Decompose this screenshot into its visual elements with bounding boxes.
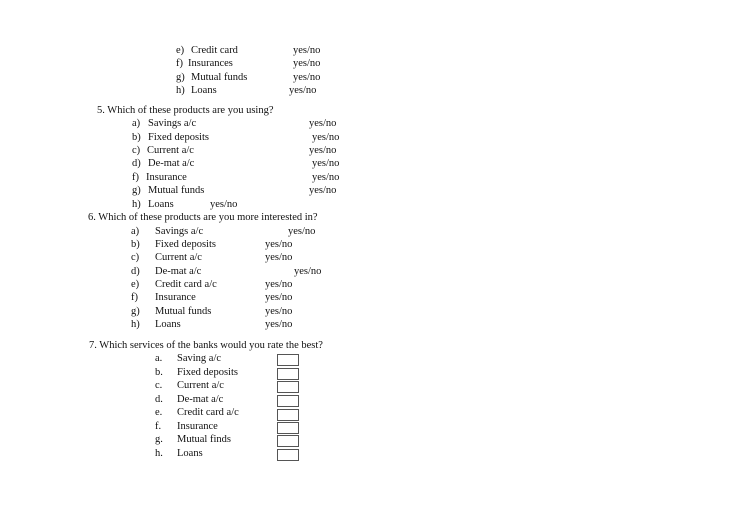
q5-item-letter: b) bbox=[132, 132, 141, 143]
q5-item-letter: g) bbox=[132, 185, 141, 196]
q6-item-answer: yes/no bbox=[265, 306, 293, 317]
q5-item-name: Fixed deposits bbox=[148, 132, 209, 143]
q4-item-answer: yes/no bbox=[293, 72, 321, 83]
q5-item-answer: yes/no bbox=[309, 118, 337, 129]
q5-item-answer: yes/no bbox=[210, 199, 238, 210]
q6-item-answer: yes/no bbox=[288, 226, 316, 237]
q7-rating-box[interactable] bbox=[277, 422, 299, 434]
q7-item-name: Insurance bbox=[177, 421, 218, 432]
q4-item-letter: h) bbox=[176, 85, 185, 96]
q7-rating-box[interactable] bbox=[277, 381, 299, 393]
q4-item-name: Mutual funds bbox=[191, 72, 248, 83]
q6-question: 6. Which of these products are you more interested in? bbox=[88, 212, 318, 223]
q6-item-answer: yes/no bbox=[265, 252, 293, 263]
q5-item-answer: yes/no bbox=[312, 158, 340, 169]
q6-item-letter: f) bbox=[131, 292, 138, 303]
q7-item-letter: d. bbox=[155, 394, 163, 405]
q6-item-letter: c) bbox=[131, 252, 140, 263]
q5-item-answer: yes/no bbox=[312, 172, 340, 183]
q6-item-letter: b) bbox=[131, 239, 140, 250]
q6-item-answer: yes/no bbox=[265, 239, 293, 250]
q7-question: 7. Which services of the banks would you rate the best? bbox=[89, 340, 323, 351]
q7-rating-box[interactable] bbox=[277, 435, 299, 447]
q7-rating-box[interactable] bbox=[277, 449, 299, 461]
q6-item-name: Loans bbox=[155, 319, 181, 330]
q6-item-name: Insurance bbox=[155, 292, 196, 303]
q5-item-letter: d) bbox=[132, 158, 141, 169]
q7-item-letter: h. bbox=[155, 448, 163, 459]
q5-item-answer: yes/no bbox=[309, 185, 337, 196]
q7-item-name: Loans bbox=[177, 448, 203, 459]
q7-item-letter: f. bbox=[155, 421, 162, 432]
q4-item-name: Loans bbox=[191, 85, 217, 96]
q7-item-name: De-mat a/c bbox=[177, 394, 224, 405]
q7-item-letter: e. bbox=[155, 407, 163, 418]
q7-item-name: Credit card a/c bbox=[177, 407, 239, 418]
q5-item-answer: yes/no bbox=[309, 145, 337, 156]
q6-item-name: Credit card a/c bbox=[155, 279, 217, 290]
q7-item-name: Current a/c bbox=[177, 380, 224, 391]
q5-item-name: De-mat a/c bbox=[148, 158, 195, 169]
q6-item-letter: d) bbox=[131, 266, 140, 277]
q6-item-answer: yes/no bbox=[265, 319, 293, 330]
q5-item-letter: c) bbox=[132, 145, 141, 156]
q5-item-name: Savings a/c bbox=[148, 118, 197, 129]
q7-rating-box[interactable] bbox=[277, 395, 299, 407]
q4-item-letter: e) bbox=[176, 45, 185, 56]
q7-item-name: Fixed deposits bbox=[177, 367, 238, 378]
q6-item-letter: g) bbox=[131, 306, 140, 317]
q6-item-name: Savings a/c bbox=[155, 226, 204, 237]
q5-item-name: Current a/c bbox=[147, 145, 194, 156]
q5-item-name: Loans bbox=[148, 199, 174, 210]
q6-item-letter: h) bbox=[131, 319, 140, 330]
q6-item-name: De-mat a/c bbox=[155, 266, 202, 277]
q5-item-name: Insurance bbox=[146, 172, 187, 183]
q7-item-letter: b. bbox=[155, 367, 163, 378]
q6-item-letter: e) bbox=[131, 279, 140, 290]
q7-rating-box[interactable] bbox=[277, 354, 299, 366]
q5-item-letter: f) bbox=[132, 172, 139, 183]
q6-item-name: Current a/c bbox=[155, 252, 202, 263]
q4-item-name: Insurances bbox=[188, 58, 233, 69]
q6-item-name: Fixed deposits bbox=[155, 239, 216, 250]
q5-question: 5. Which of these products are you using? bbox=[97, 105, 274, 116]
q6-item-letter: a) bbox=[131, 226, 140, 237]
q5-item-letter: a) bbox=[132, 118, 141, 129]
q7-rating-box[interactable] bbox=[277, 409, 299, 421]
q7-item-name: Mutual finds bbox=[177, 434, 231, 445]
q7-rating-box[interactable] bbox=[277, 368, 299, 380]
q5-item-name: Mutual funds bbox=[148, 185, 205, 196]
q7-item-letter: g. bbox=[155, 434, 163, 445]
q7-item-name: Saving a/c bbox=[177, 353, 222, 364]
q5-item-letter: h) bbox=[132, 199, 141, 210]
q4-item-answer: yes/no bbox=[289, 85, 317, 96]
q6-item-answer: yes/no bbox=[294, 266, 322, 277]
q6-item-answer: yes/no bbox=[265, 292, 293, 303]
q5-item-answer: yes/no bbox=[312, 132, 340, 143]
q4-item-name: Credit card bbox=[191, 45, 238, 56]
q4-item-answer: yes/no bbox=[293, 45, 321, 56]
q7-item-letter: c. bbox=[155, 380, 163, 391]
q4-item-answer: yes/no bbox=[293, 58, 321, 69]
q6-item-name: Mutual funds bbox=[155, 306, 212, 317]
q4-item-letter: f) bbox=[176, 58, 183, 69]
q7-item-letter: a. bbox=[155, 353, 163, 364]
q6-item-answer: yes/no bbox=[265, 279, 293, 290]
q4-item-letter: g) bbox=[176, 72, 185, 83]
